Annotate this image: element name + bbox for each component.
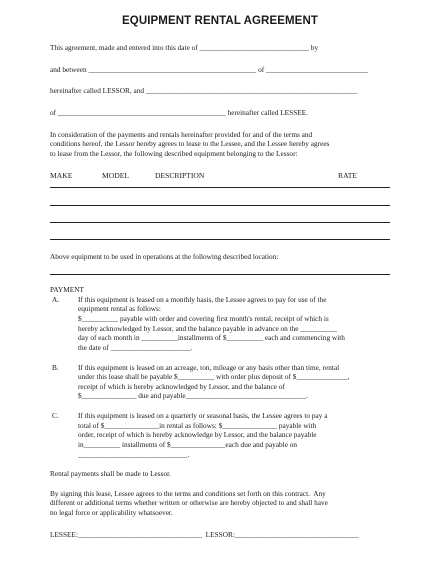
payment-line: equipment rental as follows: xyxy=(78,304,161,314)
signing-line: different or additional terms whether written or otherwise are hereby objected to and shall have xyxy=(50,498,328,508)
payment-line: under this lease shall be payable $__________ with order plus deposit of $______________, xyxy=(78,372,350,382)
intro-line-lessor: hereinafter called LESSOR, and __________________________________________________________ xyxy=(50,86,358,96)
payment-line: If this equipment is leased on an acreage, ton, mileage or any basis other than time, rental xyxy=(78,362,340,372)
intro-line-date: This agreement, made and entered into this date of ______________________________ by xyxy=(50,43,319,53)
payment-line: hereby acknowledged by Lessor, and the balance payable in advance on the __________ xyxy=(78,323,337,333)
equipment-entry-line xyxy=(50,205,390,206)
column-header-model: MODEL xyxy=(102,170,129,180)
payment-line: order, receipt of which is hereby acknowledge by Lessor, and the balance payable xyxy=(78,430,317,440)
column-header-description: DESCRIPTION xyxy=(155,170,205,180)
intro-line-lessee: of ______________________________________________ hereinafter called LESSEE. xyxy=(50,108,308,118)
payment-heading: PAYMENT xyxy=(50,285,84,295)
payment-line: If this equipment is leased on a monthly basis, the Lessee agrees to pay for use of the xyxy=(78,294,327,304)
payment-line: total of $_______________in rental as follows: $_______________ payable with xyxy=(78,420,317,430)
signing-line: no legal force or applicability whatsoever. xyxy=(50,508,173,518)
column-header-rate: RATE xyxy=(338,170,357,180)
payment-line: in__________ installments of $_______________each due and payable on xyxy=(78,439,298,449)
signature-line: LESSEE:__________________________________ LESSOR:__________________________________ xyxy=(50,529,359,539)
equipment-table-lines xyxy=(50,187,390,240)
payment-line: ______________________________. xyxy=(78,449,190,459)
payment-line: $_______________ due and payable_________________________________. xyxy=(78,391,308,401)
equipment-table-header xyxy=(50,171,390,183)
intro-line-between: and between ______________________________________________ of ____________________________ xyxy=(50,64,369,74)
payment-item-letter: A. xyxy=(52,294,60,304)
payment-item-b xyxy=(50,363,390,402)
payment-line: $__________ payable with order and covering first month's rental, receipt of which is xyxy=(78,314,329,324)
equipment-entry-line xyxy=(50,239,390,240)
payment-item-letter: B. xyxy=(52,362,59,372)
consideration-paragraph xyxy=(50,130,390,159)
consideration-line: conditions hereof, the Lessor hereby agrees to lease to the Lessee, and the Lessee hereby agrees xyxy=(50,139,330,149)
payment-line: receipt of which is hereby acknowledged by Lessor, and the balance of xyxy=(78,381,285,391)
payment-item-letter: C. xyxy=(52,411,59,421)
payment-line: day of each month in __________installments of $__________ each and commencing with xyxy=(78,333,345,343)
signing-paragraph xyxy=(50,489,390,518)
consideration-line: In consideration of the payments and rentals hereinafter provided for and of the terms and xyxy=(50,129,313,139)
location-text: Above equipment to be used in operations at the following described location: xyxy=(50,251,279,261)
equipment-entry-line xyxy=(50,222,390,223)
location-entry-line xyxy=(50,274,390,275)
equipment-header-rule xyxy=(50,187,390,188)
column-header-make: MAKE xyxy=(50,170,73,180)
payment-item-a xyxy=(50,295,390,353)
document-title: EQUIPMENT RENTAL AGREEMENT xyxy=(122,15,318,27)
consideration-line: to lease from the Lessor, the following described equipment belonging to the Lessor: xyxy=(50,148,298,158)
intro-section xyxy=(50,43,390,118)
payment-line: the date of ______________________. xyxy=(78,342,193,352)
signing-line: By signing this lease, Lessee agrees to the terms and conditions set forth on this contract. Any xyxy=(50,488,326,498)
rental-payments-text: Rental payments shall be made to Lessor. xyxy=(50,469,171,479)
payment-item-c xyxy=(50,411,390,459)
payment-line: If this equipment is leased on a quarterly or seasonal basis, the Lessee agrees to pay a xyxy=(78,411,328,421)
